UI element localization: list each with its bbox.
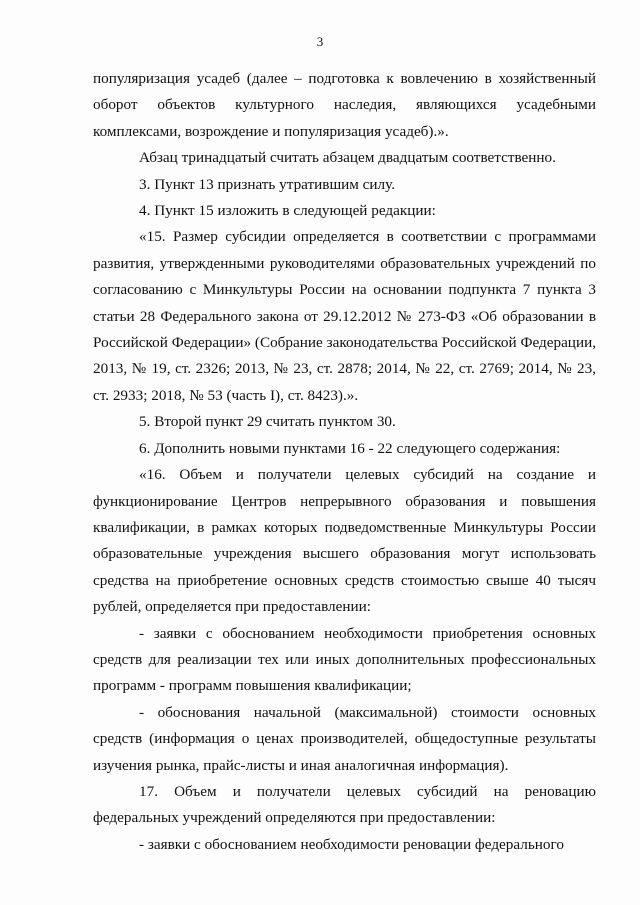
paragraph-item-5: 5. Второй пункт 29 считать пунктом 30. [139, 413, 396, 431]
paragraph-continuation: популяризация усадеб (далее – подготовка к вовлечению в хозяйственный оборот объектов культурного наследия, являющихся усадебными комплексами, возрождение и популяризация усадеб).». [93, 70, 596, 140]
paragraph-item-3: 3. Пункт 13 признать утратившим силу. [139, 175, 395, 193]
document-body [93, 66, 596, 858]
paragraph-clause-15: «15. Размер субсидии определяется в соответствии с программами развития, утвержденными руководителями образовательных учреждений по согласованию с Минкультуры России на основании подпункта 7 пункта 3 статьи 28 Федерального закона от 29.12.2012 № 273-ФЗ «Об образовании в Российской Федерации» (Собрание законодательства Российской Федерации, 2013, № 19, ст. 2326; 2013, № 23, ст. 2878; 2014, № 22, ст. 2769; 2014, № 23, ст. 2933; 2018, № 53 (часть I), ст. 8423).». [93, 228, 596, 404]
paragraph-item-6: 6. Дополнить новыми пунктами 16 - 22 следующего содержания: [139, 439, 561, 457]
paragraph-item-4: 4. Пункт 15 изложить в следующей редакции: [139, 202, 436, 220]
paragraph-clause-16: «16. Объем и получатели целевых субсидий на создание и функционирование Центров непрерывного образования и повышения квалификации, в рамках которых подведомственные Минкультуры России образовательные учреждения высшего образования могут использовать средства на приобретение основных средств стоимостью свыше 40 тысяч рублей, определяется при предоставлении: [93, 466, 596, 616]
page-number: 3 [316, 34, 324, 49]
list-item-renovation: - заявки с обоснованием необходимости реновации федерального [139, 835, 564, 853]
paragraph-abzac: Абзац тринадцатый считать абзацем двадцатым соответственно. [139, 149, 556, 167]
list-item-justification: - обоснования начальной (максимальной) стоимости основных средств (информация о ценах производителей, общедоступные результаты изучения рынка, прайс-листы и иная аналогичная информация). [93, 703, 596, 774]
list-item-application: - заявки с обоснованием необходимости приобретения основных средств для реализации тех или иных дополнительных профессиональных программ - программ повышения квалификации; [93, 624, 596, 695]
paragraph-clause-17: 17. Объем и получатели целевых субсидий на реновацию федеральных учреждений определяются при предоставлении: [93, 782, 596, 827]
